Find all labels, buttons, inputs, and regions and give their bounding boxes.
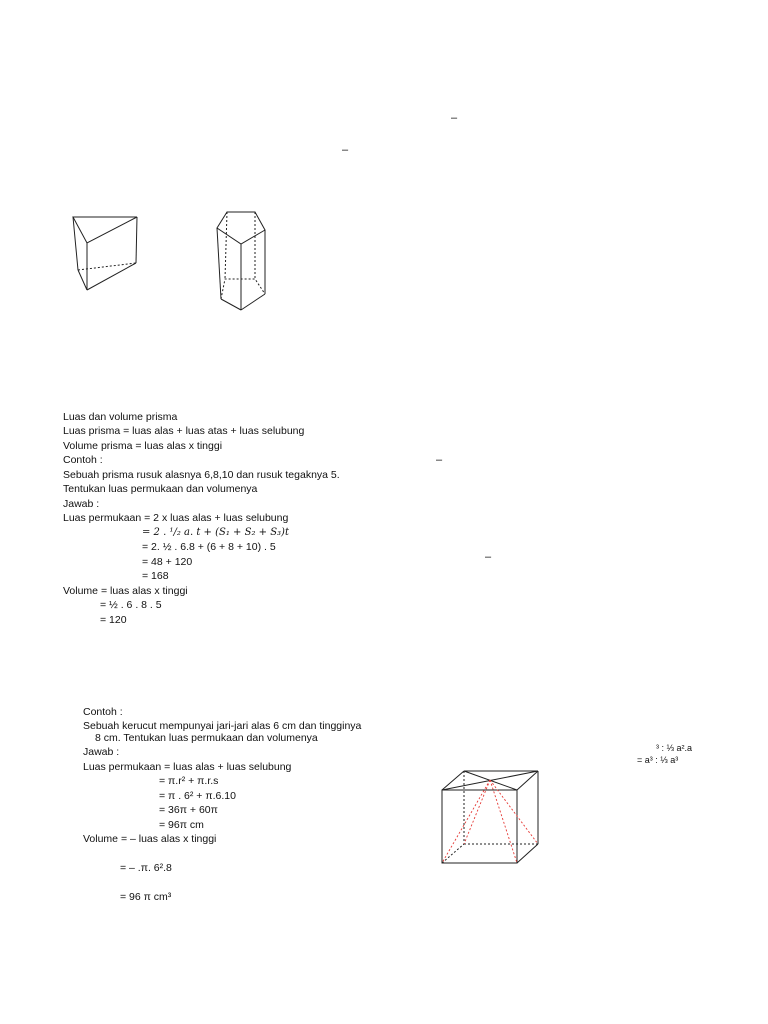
prisma-soal-line-2: Tentukan luas permukaan dan volumenya	[63, 483, 258, 495]
prisma-step-4: = 168	[142, 570, 169, 582]
limas-note-line-1: ³ : ⅓ a².a	[656, 743, 693, 753]
pentagonal-prism-figure	[215, 208, 275, 312]
kerucut-volume-step-2: = 96 π cm³	[120, 891, 172, 903]
prisma-formula-volume: Volume prisma = luas alas x tinggi	[63, 440, 223, 452]
stray-mark: –	[342, 144, 349, 156]
prisma-step-2: = 2. ½ . 6.8 + (6 + 8 + 10) . 5	[142, 541, 276, 553]
kerucut-step-2: = π . 6² + π.6.10	[159, 790, 236, 802]
prisma-volume-step-2: = 120	[100, 614, 127, 626]
stray-mark: –	[485, 551, 492, 563]
triangular-prism-figure	[70, 212, 140, 292]
kerucut-volume-line: Volume = – luas alas x tinggi	[83, 833, 217, 845]
prisma-soal-line-1: Sebuah prisma rusuk alasnya 6,8,10 dan rusuk tegaknya 5.	[63, 469, 340, 481]
kerucut-jawab: Jawab :	[83, 746, 120, 758]
prisma-volume-step-1: = ½ . 6 . 8 . 5	[100, 599, 162, 611]
kerucut-soal-line-1: Sebuah kerucut mempunyai jari-jari alas 6 cm dan tingginya	[83, 720, 362, 732]
stray-mark: –	[451, 112, 458, 124]
prisma-step-3: = 48 + 120	[142, 556, 193, 568]
kerucut-volume-step-1: = – .π. 6².8	[120, 862, 172, 874]
prisma-contoh: Contoh :	[63, 454, 103, 466]
kerucut-step-4: = 96π cm	[159, 819, 204, 831]
prisma-jawab: Jawab :	[63, 498, 100, 510]
prisma-formula-luas: Luas prisma = luas alas + luas atas + luas selubung	[63, 425, 305, 437]
cube-pyramid-figure	[440, 768, 550, 868]
limas-note-line-2: = a³ : ⅓ a³	[637, 755, 679, 765]
kerucut-soal-line-2: 8 cm. Tentukan luas permukaan dan volumenya	[95, 732, 318, 744]
kerucut-step-1: = π.r² + π.r.s	[159, 775, 219, 787]
prisma-heading: Luas dan volume prisma	[63, 411, 178, 423]
prisma-luas-line: Luas permukaan = 2 x luas alas + luas selubung	[63, 512, 289, 524]
prisma-step-1: = 2 . ¹/₂ a. t + (S₁ + S₂ + S₃)t	[142, 527, 289, 538]
kerucut-step-3: = 36π + 60π	[159, 804, 218, 816]
prisma-volume-line: Volume = luas alas x tinggi	[63, 585, 188, 597]
kerucut-luas-line: Luas permukaan = luas alas + luas selubung	[83, 761, 292, 773]
kerucut-contoh: Contoh :	[83, 706, 123, 718]
stray-mark: –	[436, 454, 443, 466]
